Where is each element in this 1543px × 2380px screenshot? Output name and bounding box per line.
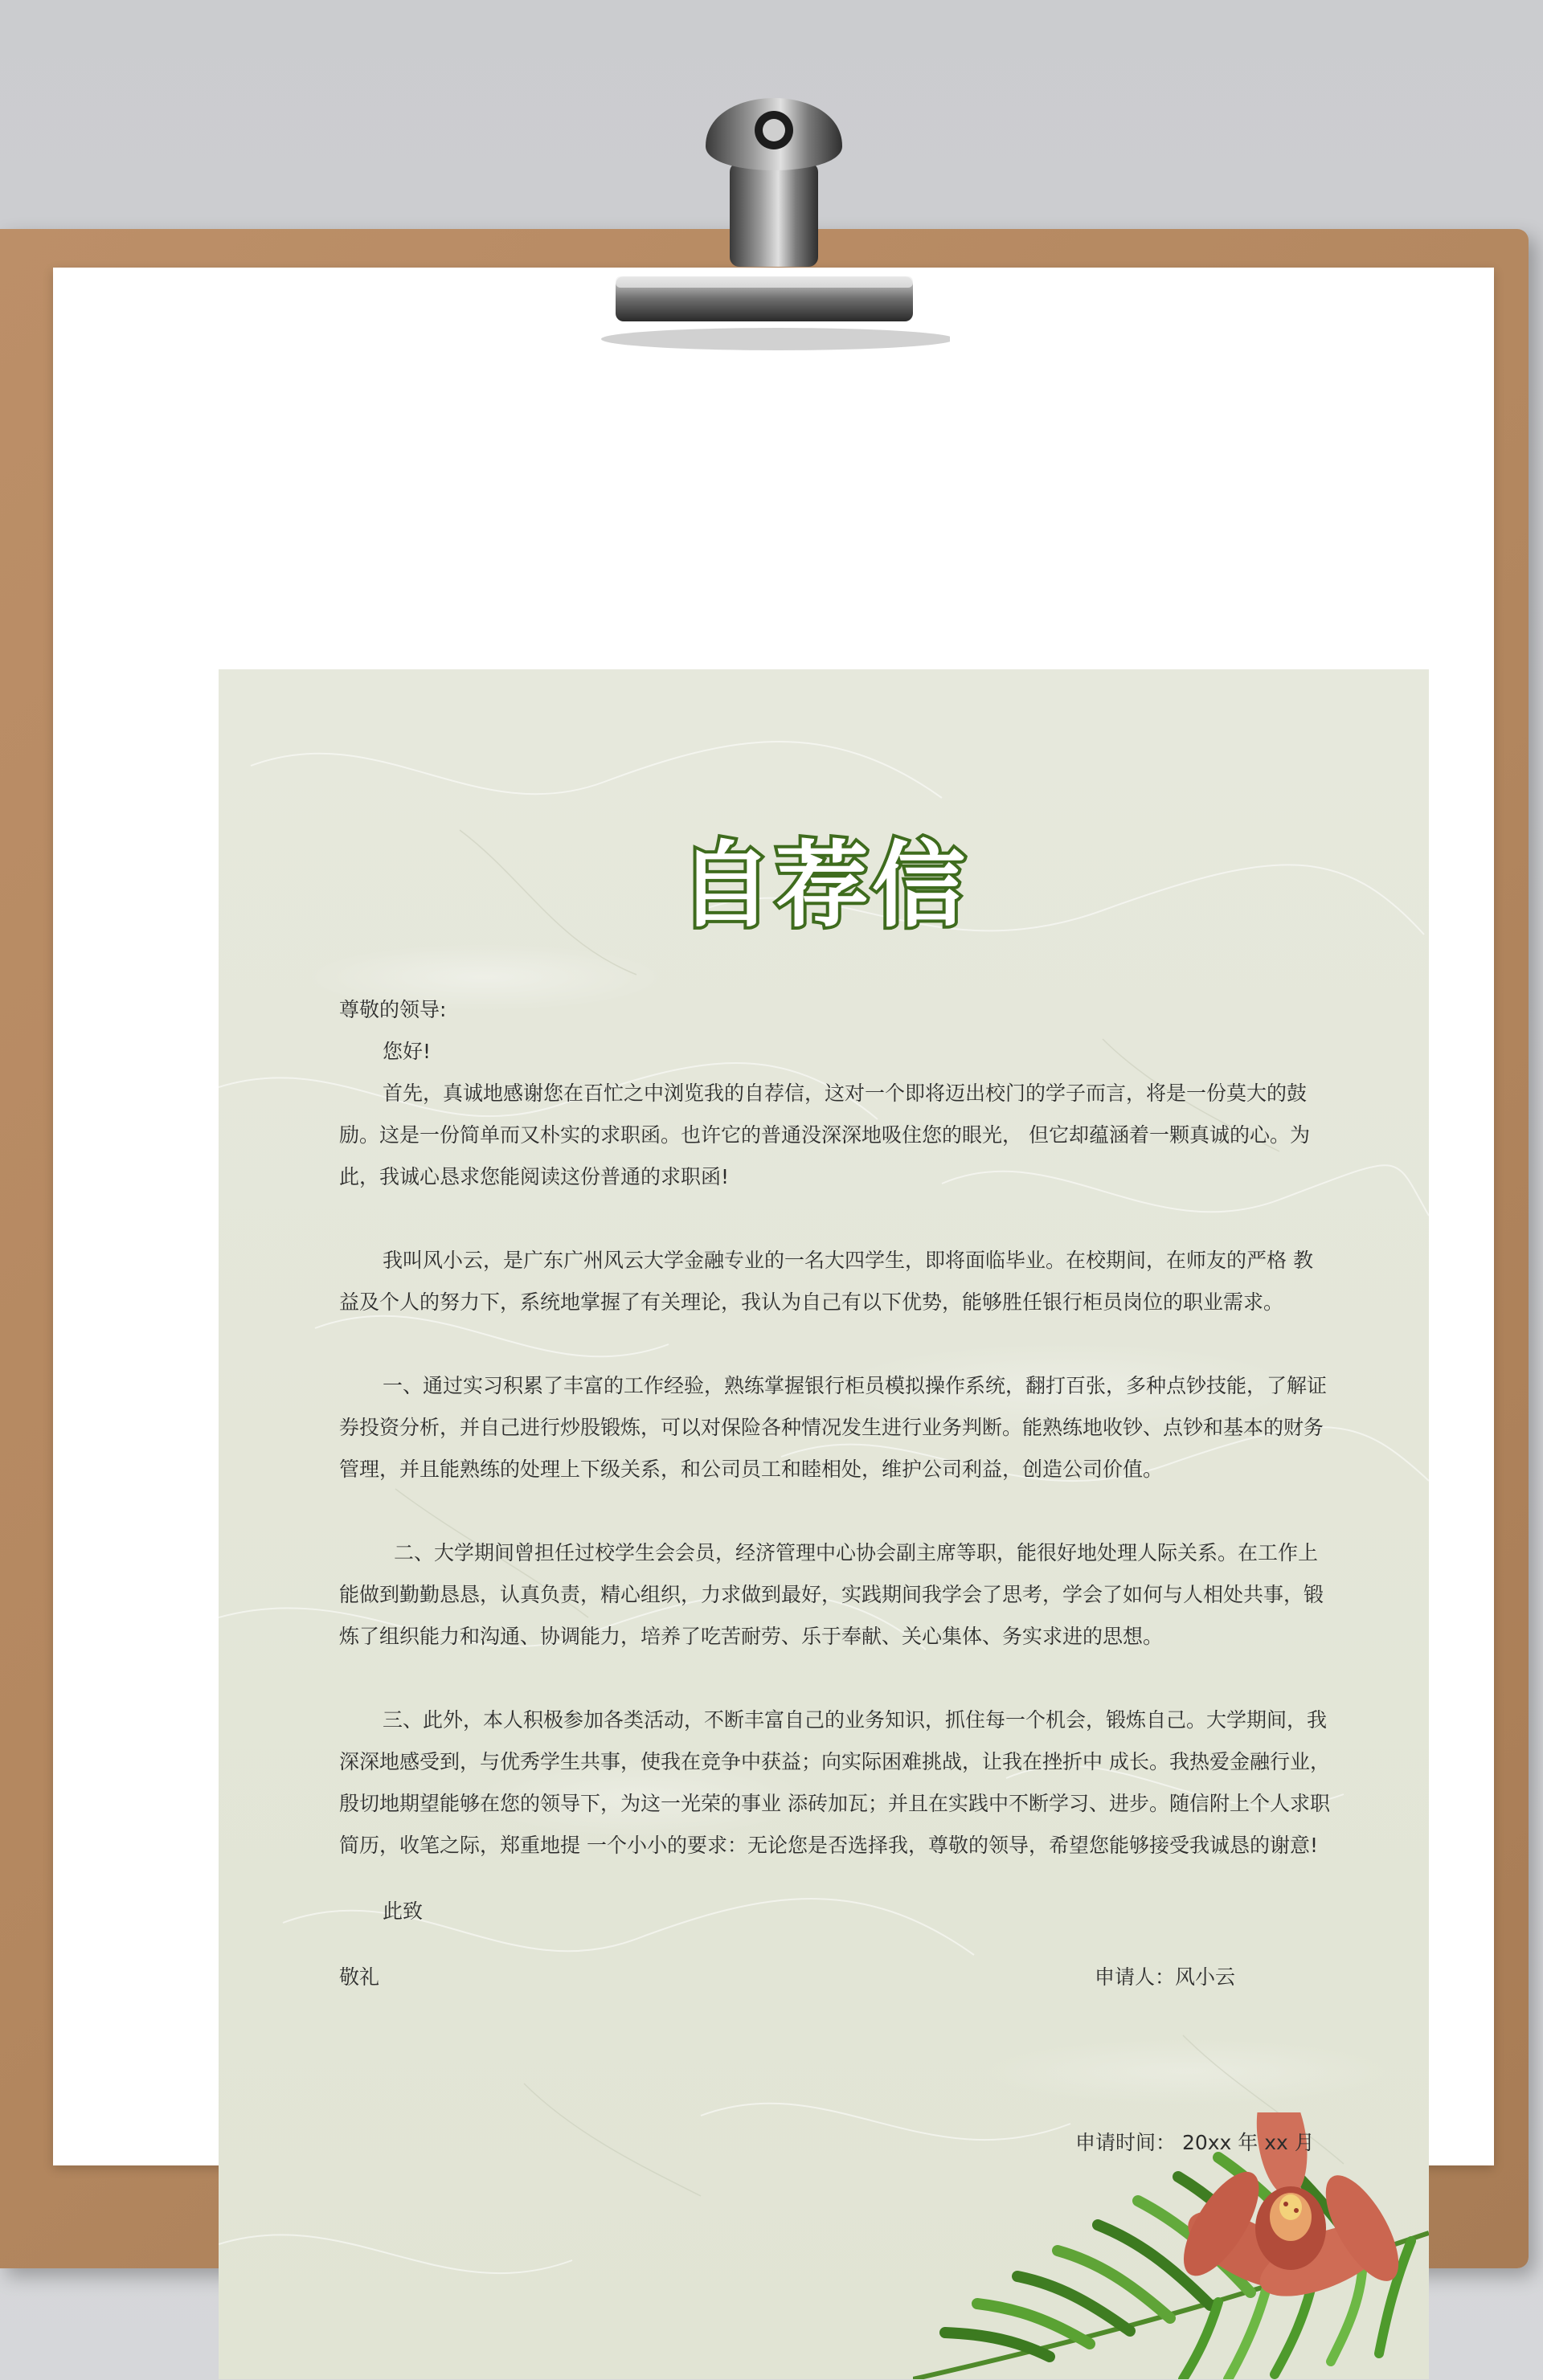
closing-row bbox=[339, 1932, 1332, 1998]
salutation: 尊敬的领导: bbox=[339, 998, 447, 1021]
paragraph-intro: 首先，真诚地感谢您在百忙之中浏览我的自荐信，这对一个即将迈出校门的学子而言，将是一份莫大的鼓励。这是一份简单而又朴实的求职函。也许它的普通没深深地吸住您的眼光， 但它却蕴涵着一颗真诚的心。为此，我诚心恳求您能阅读这份普通的求职函! bbox=[339, 1082, 1310, 1188]
letter-title: 自荐信 bbox=[679, 832, 968, 940]
paragraph-advantage-three: 三、此外，本人积极参加各类活动，不断丰富自己的业务知识，抓住每一个机会，锻炼自己。大学期间，我深深地感受到，与优秀学生共事，使我在竞争中获益；向实际困难挑战，让我在挫折中 成长。我热爱金融行业，殷切地期望能够在您的领导下，为这一光荣的事业 添砖加瓦；并且在实践中不断学习、进步。随信附上个人求职简历，收笔之际，郑重地提 一个小小的要求：无论您是否选择我，尊敬的领导，希望您能够接受我诚恳的谢意! bbox=[339, 1708, 1330, 1857]
letter-page bbox=[219, 669, 1429, 2379]
paragraph-advantage-one: 一、通过实习积累了丰富的工作经验，熟练掌握银行柜员模拟操作系统，翻打百张，多种点钞技能，了解证券投资分析，并自己进行炒股锻炼，可以对保险各种情况发生进行业务判断。能熟练地收钞、点钞和基本的财务管理，并且能熟练的处理上下级关系，和公司员工和睦相处，维护公司利益，创造公司价值。 bbox=[339, 1374, 1328, 1481]
closing-zhici: 此致 bbox=[383, 1900, 424, 1923]
applicant-name: 申请人：风小云 bbox=[1095, 1965, 1236, 1989]
paragraph-advantage-two: 二、大学期间曾担任过校学生会会员，经济管理中心协会副主席等职，能很好地处理人际关系。在工作上能做到勤勤恳恳，认真负责，精心组织，力求做到最好，实践期间我学会了思考，学会了如何与人相处共事，锻炼了组织能力和沟通、协调能力，培养了吃苦耐劳、乐于奉献、关心集体、务实求进的思想。 bbox=[339, 1541, 1324, 1648]
letter-body bbox=[339, 989, 1332, 1998]
greeting: 您好! bbox=[383, 1040, 432, 1063]
white-paper-sheet bbox=[53, 268, 1494, 2165]
closing-jingli: 敬礼 bbox=[339, 1965, 380, 1989]
binder-clip bbox=[577, 50, 950, 355]
paragraph-self-introduction: 我叫风小云，是广东广州风云大学金融专业的一名大四学生，即将面临毕业。在校期间，在师友的严格 教益及个人的努力下，系统地掌握了有关理论，我认为自己有以下优势，能够胜任银行柜员岗位的职业需求。 bbox=[339, 1249, 1313, 1314]
apply-time: 申请时间： 20xx 年 xx 月 bbox=[1075, 2131, 1315, 2154]
